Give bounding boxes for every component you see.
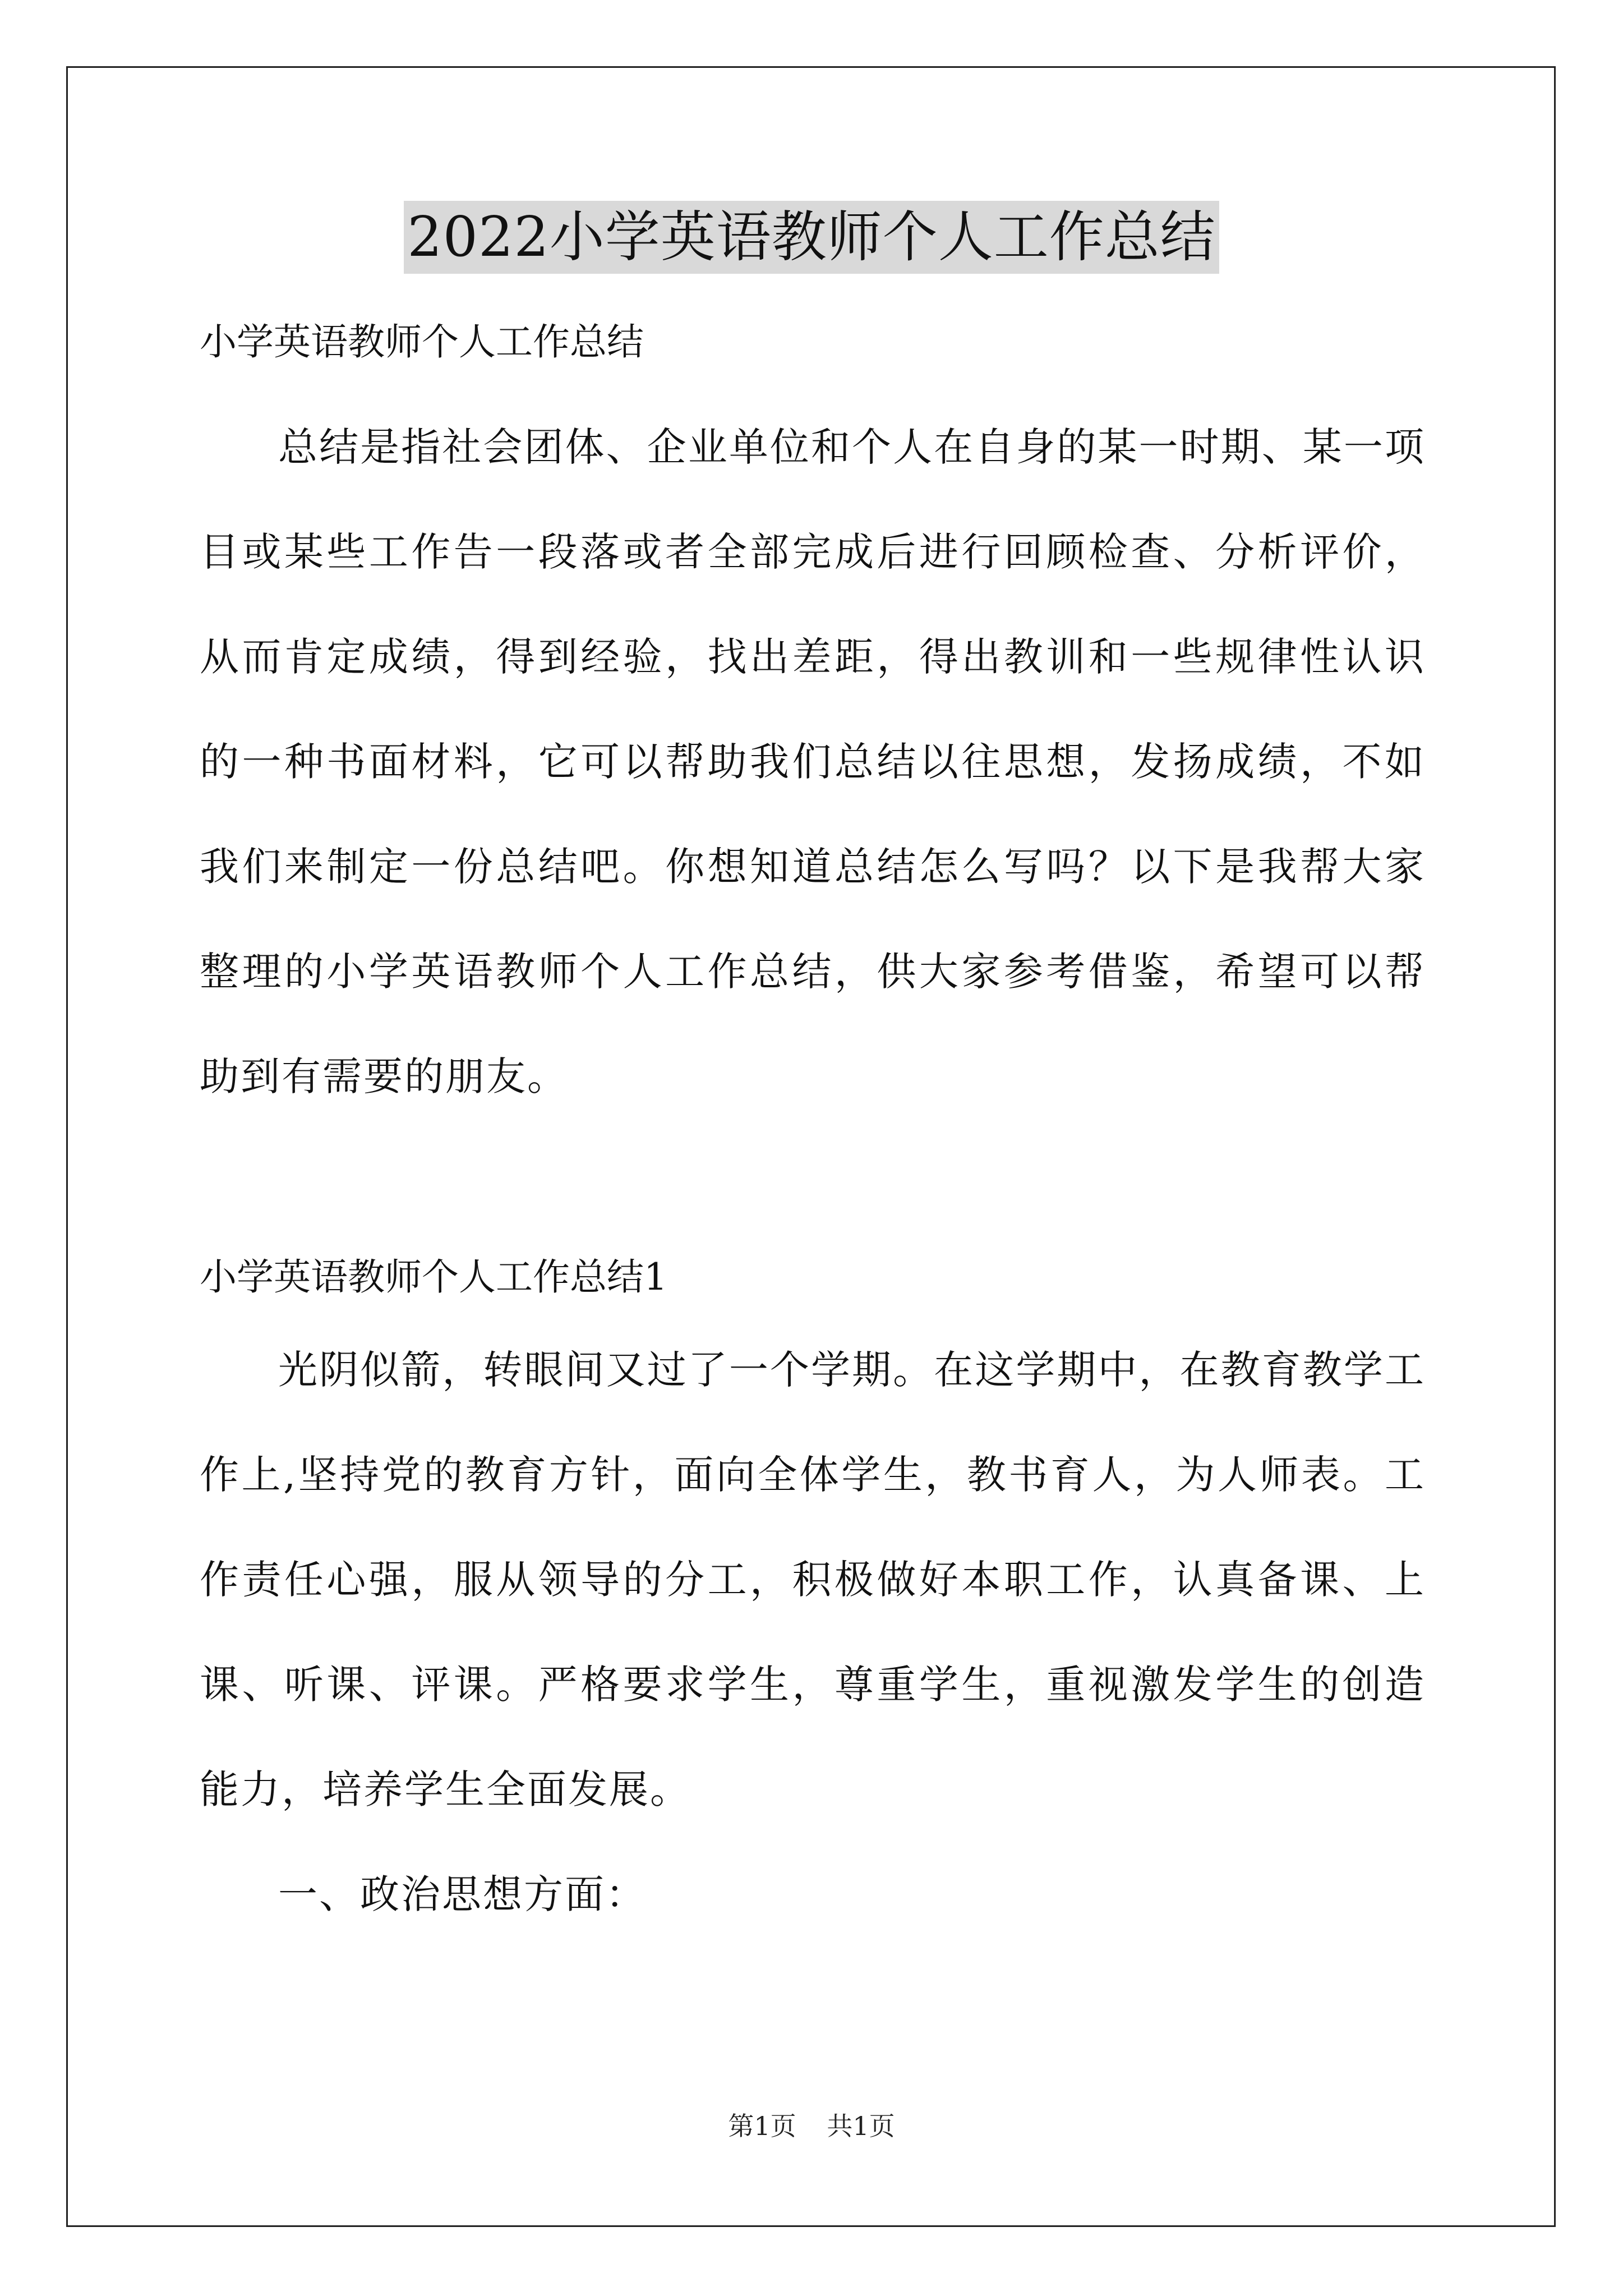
page-number-current: 第1页	[728, 2111, 796, 2141]
section-title: 小学英语教师个人工作总结1	[200, 1255, 667, 1299]
heading-political-thought: 一、政治思想方面：	[278, 1871, 647, 1917]
intro-paragraph: 总结是指社会团体、企业单位和个人在自身的某一时期、某一项目或某些工作告一段落或者全部完成后进行回顾检查、分析评价，从而肯定成绩，得到经验，找出差距，得出教训和一些规律性认识的一种书面材料，它可以帮助我们总结以往思想，发扬成绩，不如我们来制定一份总结吧。你想知道总结怎么写吗？以下是我帮大家整理的小学英语教师个人工作总结，供大家参考借鉴，希望可以帮助到有需要的朋友。	[200, 424, 1426, 1099]
document-title: 2022小学英语教师个人工作总结	[404, 201, 1219, 274]
title-container	[0, 201, 1623, 274]
page-footer	[0, 2109, 1623, 2143]
page-number-total: 共1页	[827, 2111, 895, 2141]
section-paragraph: 光阴似箭，转眼间又过了一个学期。在这学期中，在教育教学工作上,坚持党的教育方针，面向全体学生，教书育人，为人师表。工作责任心强，服从领导的分工，积极做好本职工作，认真备课、上课、听课、评课。严格要求学生，尊重学生，重视激发学生的创造能力，培养学生全面发展。	[200, 1347, 1426, 1812]
document-subtitle: 小学英语教师个人工作总结	[200, 320, 644, 364]
document-body	[200, 303, 1426, 1947]
